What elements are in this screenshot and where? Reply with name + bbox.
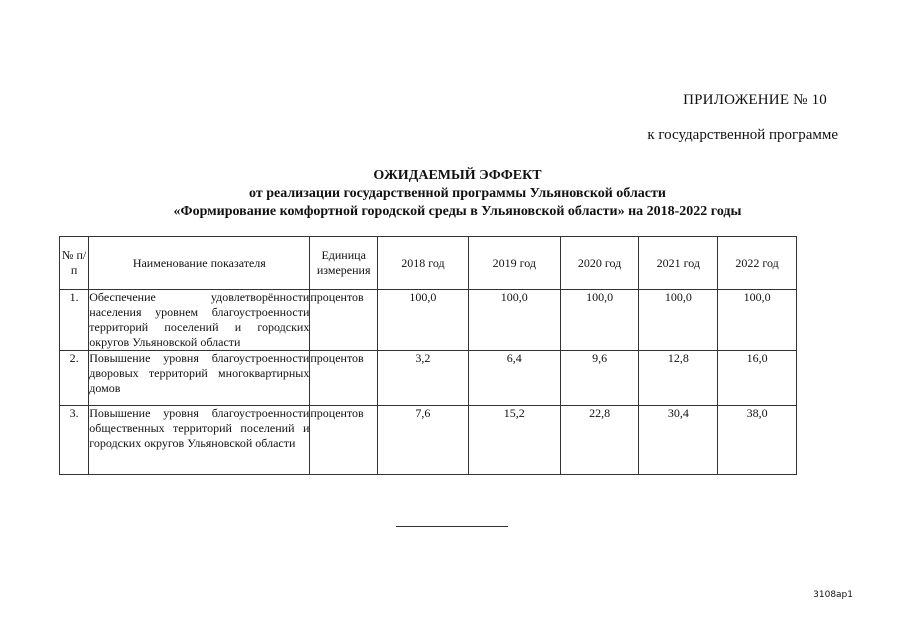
value-2021: 100,0	[639, 290, 718, 351]
row-number: 2.	[60, 351, 89, 406]
value-2022: 16,0	[718, 351, 797, 406]
row-number: 1.	[60, 290, 89, 351]
value-2022: 100,0	[718, 290, 797, 351]
document-code: 3108ap1	[813, 590, 853, 600]
value-2019: 6,4	[468, 351, 560, 406]
unit-cell: процентов	[310, 406, 378, 475]
header-num: № п/п	[60, 237, 89, 290]
value-2022: 38,0	[718, 406, 797, 475]
header-year-2021: 2021 год	[639, 237, 718, 290]
document-heading	[0, 167, 905, 221]
value-2020: 9,6	[560, 351, 639, 406]
heading-line-1: ОЖИДАЕМЫЙ ЭФФЕКТ	[373, 168, 542, 183]
appendix-subtitle: к государственной программе	[647, 127, 838, 143]
unit-cell: процентов	[310, 351, 378, 406]
header-name: Наименование показателя	[89, 237, 310, 290]
header-year-2018: 2018 год	[378, 237, 469, 290]
heading-line-2: от реализации государственной программы Ульяновской области	[249, 186, 666, 201]
header-year-2022: 2022 год	[718, 237, 797, 290]
indicator-name: Обеспечение удовлетворённости населения уровнем благоустроенности территорий поселений и городских округов Ульяновской области	[89, 290, 310, 349]
effect-table	[59, 236, 797, 475]
value-2018: 100,0	[378, 290, 469, 351]
indicator-name: Повышение уровня благоустроенности общественных территорий поселений и городских округов Ульяновской области	[89, 406, 310, 475]
value-2019: 15,2	[468, 406, 560, 475]
value-2021: 30,4	[639, 406, 718, 475]
header-unit: Единица измерения	[310, 237, 378, 290]
table-header-row	[60, 237, 797, 290]
appendix-title: ПРИЛОЖЕНИЕ № 10	[683, 92, 827, 108]
value-2018: 7,6	[378, 406, 469, 475]
table-row	[60, 351, 797, 406]
value-2020: 100,0	[560, 290, 639, 351]
unit-cell: процентов	[310, 290, 378, 351]
table-row	[60, 290, 797, 351]
value-2020: 22,8	[560, 406, 639, 475]
heading-line-3: «Формирование комфортной городской среды в Ульяновской области» на 2018-2022 годы	[173, 204, 742, 219]
table-row	[60, 406, 797, 475]
indicator-name: Повышение уровня благоустроенности дворовых территорий многоквартирных домов	[89, 351, 310, 406]
value-2018: 3,2	[378, 351, 469, 406]
row-number: 3.	[60, 406, 89, 475]
value-2019: 100,0	[468, 290, 560, 351]
end-separator-line	[396, 526, 508, 527]
header-year-2019: 2019 год	[468, 237, 560, 290]
header-year-2020: 2020 год	[560, 237, 639, 290]
value-2021: 12,8	[639, 351, 718, 406]
